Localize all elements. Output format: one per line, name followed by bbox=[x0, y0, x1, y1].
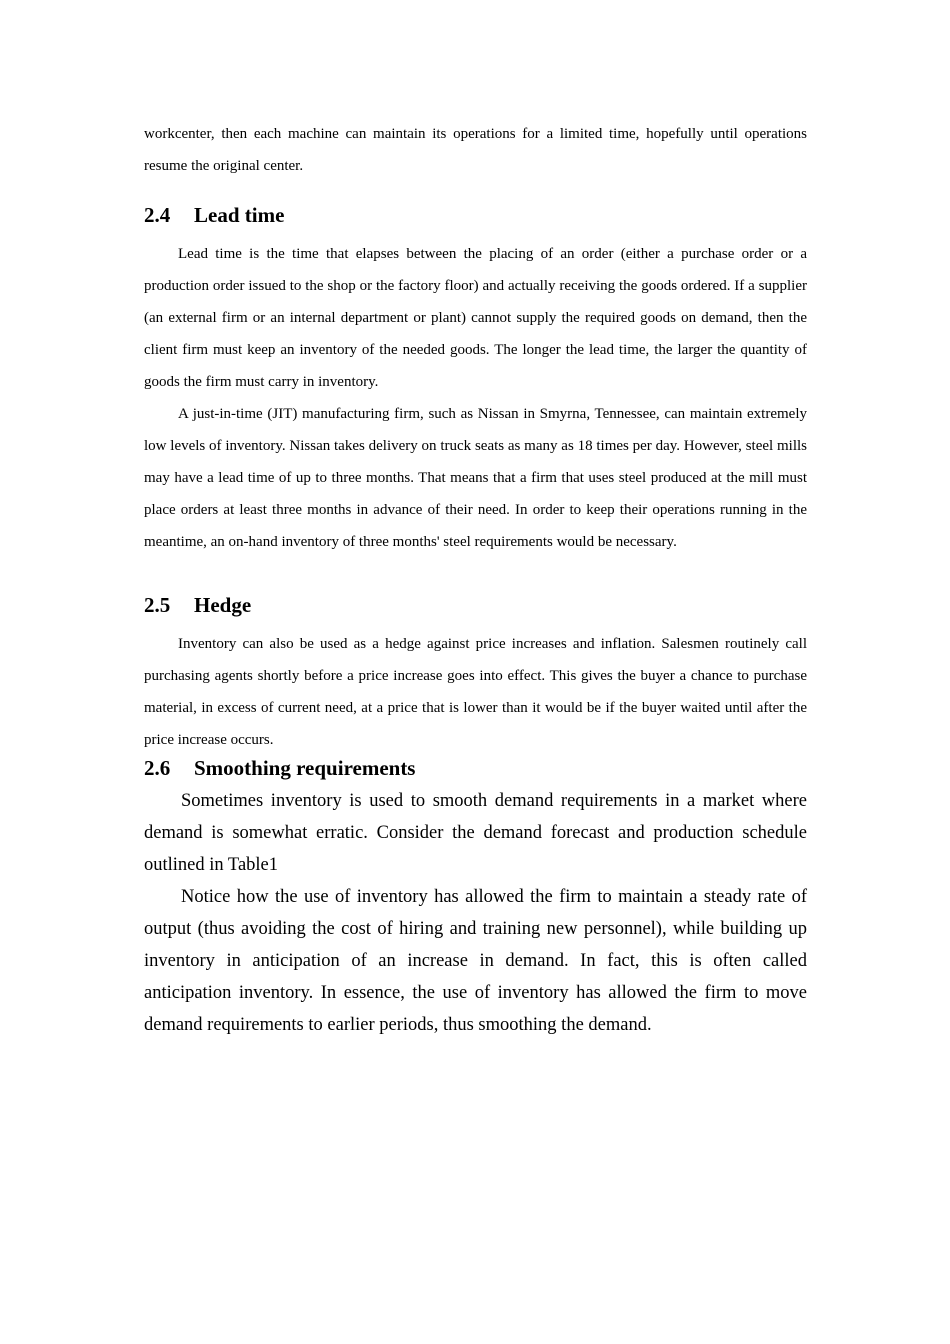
section-number: 2.6 bbox=[144, 756, 171, 780]
section-title: Hedge bbox=[194, 593, 252, 617]
intro-paragraph: workcenter, then each machine can maintain its operations for a limited time, hopefully until operations resume the original center. bbox=[144, 126, 807, 174]
section-heading-smoothing-requirements bbox=[144, 754, 807, 782]
smoothing-paragraph-2: Notice how the use of inventory has allowed the firm to maintain a steady rate of output (thus avoiding the cost of hiring and training new personnel), while building up inventory in anticipation of an increase in demand. In fact, this is often called anticipation inventory. In essence, the use of inventory has allowed the firm to move demand requirements to earlier periods, thus smoothing the demand. bbox=[144, 887, 807, 1035]
document-page bbox=[144, 118, 807, 1041]
section-heading-hedge bbox=[144, 591, 807, 619]
smoothing-paragraph-1: Sometimes inventory is used to smooth demand requirements in a market where demand is somewhat erratic. Consider the demand forecast and production schedule outlined in Table1 bbox=[144, 791, 807, 875]
section-number: 2.4 bbox=[144, 203, 171, 227]
hedge-paragraph-1: Inventory can also be used as a hedge against price increases and inflation. Salesmen routinely call purchasing agents shortly before a price increase goes into effect. This gives the buyer a chance to purchase material, in excess of current need, at a price that is lower than it would be if the buyer waited until after the price increase occurs. bbox=[144, 636, 807, 748]
section-number: 2.5 bbox=[144, 593, 171, 617]
lead-time-paragraph-1: Lead time is the time that elapses between the placing of an order (either a purchase order or a production order issued to the shop or the factory floor) and actually receiving the goods ordered. If a supplier (an external firm or an internal department or plant) cannot supply the required goods on demand, then the client firm must keep an inventory of the needed goods. The longer the lead time, the larger the quantity of goods the firm must carry in inventory. bbox=[144, 246, 807, 390]
lead-time-paragraph-2: A just-in-time (JIT) manufacturing firm, such as Nissan in Smyrna, Tennessee, can maintain extremely low levels of inventory. Nissan takes delivery on truck seats as many as 18 times per day. However, steel mills may have a lead time of up to three months. That means that a firm that uses steel produced at the mill must place orders at least three months in advance of their need. In order to keep their operations running in the meantime, an on-hand inventory of three months' steel requirements would be necessary. bbox=[144, 406, 807, 550]
section-title: Smoothing requirements bbox=[194, 756, 416, 780]
section-heading-lead-time bbox=[144, 201, 807, 229]
section-title: Lead time bbox=[194, 203, 285, 227]
